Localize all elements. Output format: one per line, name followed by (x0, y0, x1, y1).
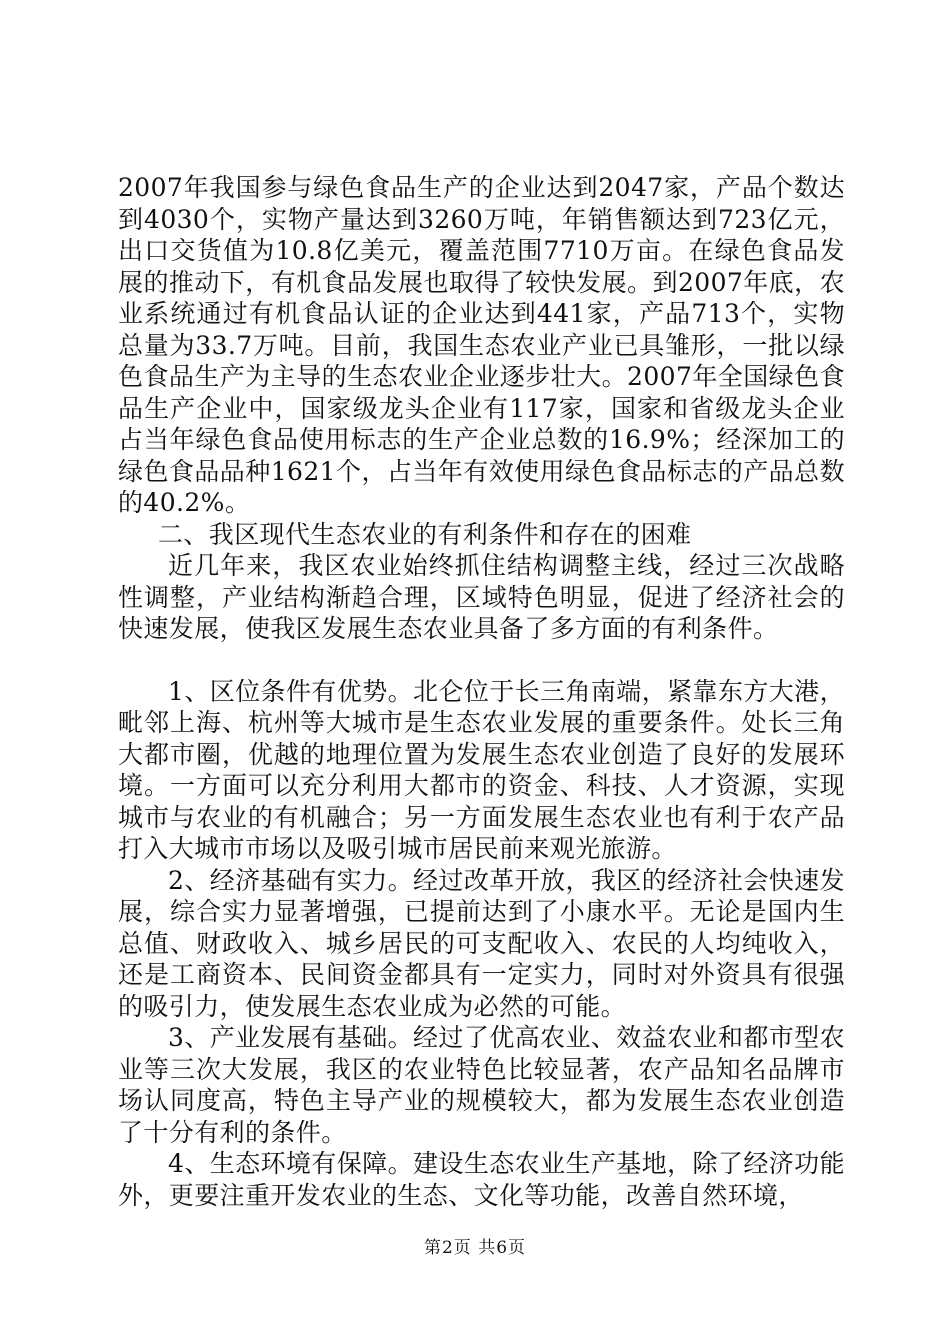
page-footer: 第2页 共6页 (423, 1238, 527, 1258)
section-heading: 二、我区现代生态农业的有利条件和存在的困难 (158, 519, 692, 549)
paragraph-point-1: 1、区位条件有优势。北仑位于长三角南端，紧靠东方大港，毗邻上海、杭州等大城市是生态农业发展的重要条件。处长三角大都市圈，优越的地理位置为发展生态农业创造了良好的发展环境。一方面可以充分利用大都市的资金、科技、人才资源，实现城市与农业的有机融合；另一方面发展生态农业也有利于农产品打入大城市市场以及吸引城市居民前来观光旅游。 (118, 676, 845, 863)
paragraph-point-3: 3、产业发展有基础。经过了优高农业、效益农业和都市型农业等三次大发展，我区的农业特色比较显著，农产品知名品牌市场认同度高，特色主导产业的规模较大，都为发展生态农业创造了十分有利的条件。 (118, 1023, 845, 1147)
paragraph-gap (118, 645, 845, 676)
document-body (118, 172, 845, 1211)
paragraph-statistics: 2007年我国参与绿色食品生产的企业达到2047家，产品个数达到4030个，实物产量达到3260万吨，年销售额达到723亿元，出口交货值为10.8亿美元，覆盖范围7710万亩。在绿色食品发展的推动下，有机食品发展也取得了较快发展。到2007年底，农业系统通过有机食品认证的企业达到441家，产品713个，实物总量为33.7万吨。目前，我国生态农业产业已具雏形，一批以绿色食品生产为主导的生态农业企业逐步壮大。2007年全国绿色食品生产企业中，国家级龙头企业有117家，国家和省级龙头企业占当年绿色食品使用标志的生产企业总数的16.9%；经深加工的绿色食品品种1621个，占当年有效使用绿色食品标志的产品总数的40.2%。 (118, 173, 845, 517)
paragraph-point-2: 2、经济基础有实力。经过改革开放，我区的经济社会快速发展，综合实力显著增强，已提前达到了小康水平。无论是国内生总值、财政收入、城乡居民的可支配收入、农民的人均纯收入，还是工商资本、民间资金都具有一定实力，同时对外资具有很强的吸引力，使发展生态农业成为必然的可能。 (118, 865, 845, 1021)
paragraph-intro: 近几年来，我区农业始终抓住结构调整主线，经过三次战略性调整，产业结构渐趋合理，区域特色明显，促进了经济社会的快速发展，使我区发展生态农业具备了多方面的有利条件。 (118, 551, 845, 643)
paragraph-point-4: 4、生态环境有保障。建设生态农业生产基地，除了经济功能外，更要注重开发农业的生态、文化等功能，改善自然环境， (118, 1149, 845, 1210)
